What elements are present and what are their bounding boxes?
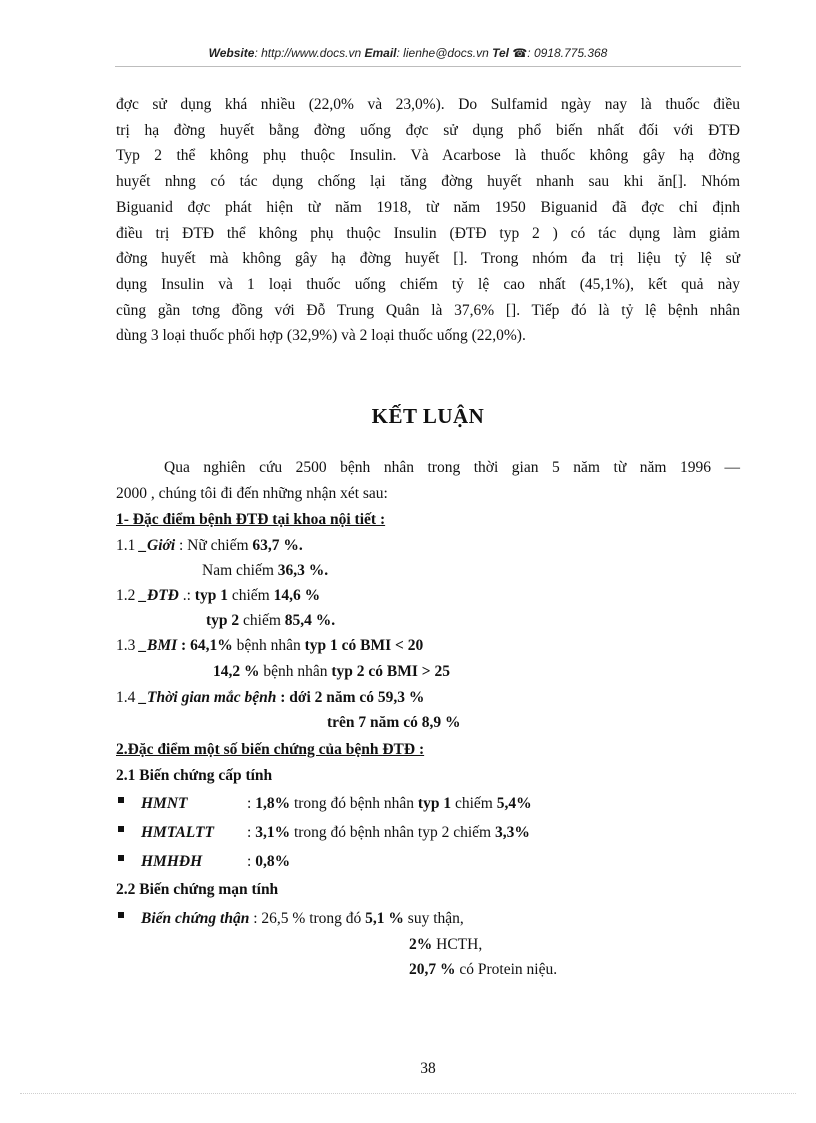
email-value: : lienhe@docs.vn [396, 46, 489, 60]
section-1-heading: 1- Đặc điểm bệnh ĐTĐ tại khoa nội tiết : [116, 511, 386, 528]
intro-line: cũng gần tơng đồng với Đỗ Trung Quân là 37,6% []. Tiếp đó là tỷ lệ bệnh nhân [116, 301, 740, 319]
item-text: có Protein niệu. [455, 961, 558, 978]
conclusion-line: Qua nghiên cứu 2500 bệnh nhân trong thời gian 5 năm từ năm 1996 — [164, 459, 740, 476]
item-text: : Nữ chiếm [175, 537, 253, 554]
item-text: : [247, 853, 256, 870]
header-divider [115, 66, 741, 67]
item-value: typ 2 [206, 612, 240, 629]
intro-paragraph [116, 92, 740, 349]
item-text: chiếm [451, 795, 497, 812]
item-value: 36,3 %. [277, 562, 329, 579]
intro-line: Typ 2 thể không phụ thuộc Insulin. Và Acarbose là thuốc không gây hạ đờng [116, 147, 740, 165]
intro-line: đờng huyết mà không gây hạ đờng huyết []. Trong nhóm đa trị liệu tỷ lệ sử [116, 250, 740, 268]
item-text: chiếm [227, 587, 274, 604]
item-value: 0,8% [255, 853, 291, 870]
tel-value: : 0918.775.368 [527, 46, 608, 60]
intro-line: huyết nhng có tác dụng chống lại tăng đờng huyết nhanh sau khi ăn[]. Nhóm [116, 173, 740, 191]
item-text: bệnh nhân [232, 637, 305, 654]
item-1-3-line-2 [213, 662, 450, 682]
item-value: 85,4 %. [284, 612, 336, 629]
item-value: 3,3% [494, 824, 530, 841]
item-label: HMHĐH [141, 853, 203, 870]
subsection-2-2-heading: 2.2 Biến chứng mạn tính [116, 881, 279, 898]
intro-line: dùng 3 loại thuốc phối hợp (32,9%) và 2 loại thuốc uống (22,0%). [116, 327, 526, 345]
page-number: 38 [420, 1060, 436, 1077]
item-value: 14,6 % [273, 587, 321, 604]
conclusion-paragraph [116, 455, 740, 506]
item-value: 5,4% [496, 795, 532, 812]
item-text: trong đó bệnh nhân [290, 795, 418, 812]
page-header [0, 46, 816, 60]
item-text: : [247, 824, 256, 841]
item-text: Nam chiếm [202, 562, 278, 579]
item-1-4-line-2: trên 7 năm có 8,9 % [327, 714, 461, 731]
item-text: HCTH, [432, 936, 483, 953]
conclusion-line: 2000 , chúng tôi đi đến những nhận xét sau: [116, 484, 388, 502]
bullet-item-kidney [141, 909, 464, 929]
item-1-3 [116, 636, 423, 656]
subsection-2-1-heading: 2.1 Biến chứng cấp tính [116, 767, 273, 784]
item-label: _ĐTĐ [139, 587, 179, 604]
item-label: _Thời gian mắc bệnh [139, 689, 277, 706]
item-1-1-line-2 [202, 561, 328, 581]
bullet-icon [118, 855, 124, 861]
item-text: chiếm [239, 612, 285, 629]
item-value: 14,2 % [213, 663, 260, 680]
bullet-item-hmhdh [141, 852, 290, 872]
item-value: 3,1% [255, 824, 291, 841]
item-label: Biến chứng thận [141, 910, 250, 927]
intro-line: trị hạ đờng huyết bằng đờng uống đợc sử dụng phổ biến nhất đối với ĐTĐ [116, 121, 740, 139]
bullet-icon [118, 826, 124, 832]
bullet-icon [118, 912, 124, 918]
item-1-2 [116, 586, 320, 606]
item-value: typ 1 [194, 587, 228, 604]
item-1-4 [116, 688, 424, 708]
item-label: HMNT [141, 795, 188, 812]
bullet-item-hmnt [141, 794, 532, 814]
bullet-item-kidney-line-3 [409, 960, 557, 980]
intro-line: đợc sử dụng khá nhiều (22,0% và 23,0%). Do Sulfamid ngày nay là thuốc điều [116, 96, 740, 113]
item-value: 2% [409, 936, 433, 953]
footer-divider [20, 1093, 796, 1094]
item-number: 1.1 [116, 537, 140, 554]
bullet-item-hmtaltt [141, 823, 530, 843]
item-text: bệnh nhân [259, 663, 332, 680]
tel-label: Tel ☎ [492, 46, 528, 60]
item-1-2-line-2 [206, 611, 335, 631]
item-value: 1,8% [255, 795, 291, 812]
website-label: Website [208, 46, 255, 60]
item-number: 1.3 [116, 637, 140, 654]
item-1-1 [116, 536, 303, 556]
section-2-heading: 2.Đặc điểm một số biến chứng của bệnh ĐTĐ : [116, 741, 425, 758]
item-value: typ 1 có BMI < 20 [304, 637, 424, 654]
item-value: typ 2 có BMI > 25 [331, 663, 451, 680]
item-label: HMTALTT [141, 824, 214, 841]
bullet-item-kidney-line-2 [409, 935, 482, 955]
section-title: KẾT LUẬN [371, 404, 485, 428]
item-number: 1.2 [116, 587, 140, 604]
intro-line: điều trị ĐTĐ thể không phụ thuộc Insulin (ĐTĐ typ 2 ) có tác dụng làm giảm [116, 224, 740, 242]
item-value: : 64,1% [177, 637, 233, 654]
item-value: 63,7 %. [252, 537, 303, 554]
item-text: : 26,5 % trong đó [249, 910, 366, 927]
item-label: _BMI [139, 637, 178, 654]
item-value: : dới 2 năm có 59,3 % [276, 689, 425, 706]
item-text: .: [178, 587, 195, 604]
website-value: : http://www.docs.vn [254, 46, 362, 60]
email-label: Email [364, 46, 397, 60]
item-value: 20,7 % [409, 961, 456, 978]
item-number: 1.4 [116, 689, 140, 706]
item-value: typ 1 [417, 795, 452, 812]
intro-line: dụng Insulin và 1 loại thuốc uống chiếm tỷ lệ cao nhất (45,1%), kết quả này [116, 275, 740, 293]
item-label: _Giới [139, 537, 176, 554]
item-text: : [247, 795, 256, 812]
bullet-icon [118, 797, 124, 803]
item-text: trong đó bệnh nhân typ 2 chiếm [290, 824, 495, 841]
item-text: suy thận, [403, 910, 464, 927]
item-value: 5,1 % [365, 910, 404, 927]
intro-line: Biguanid đợc phát hiện từ năm 1918, từ năm 1950 Biguanid đã đợc chỉ định [116, 198, 740, 216]
